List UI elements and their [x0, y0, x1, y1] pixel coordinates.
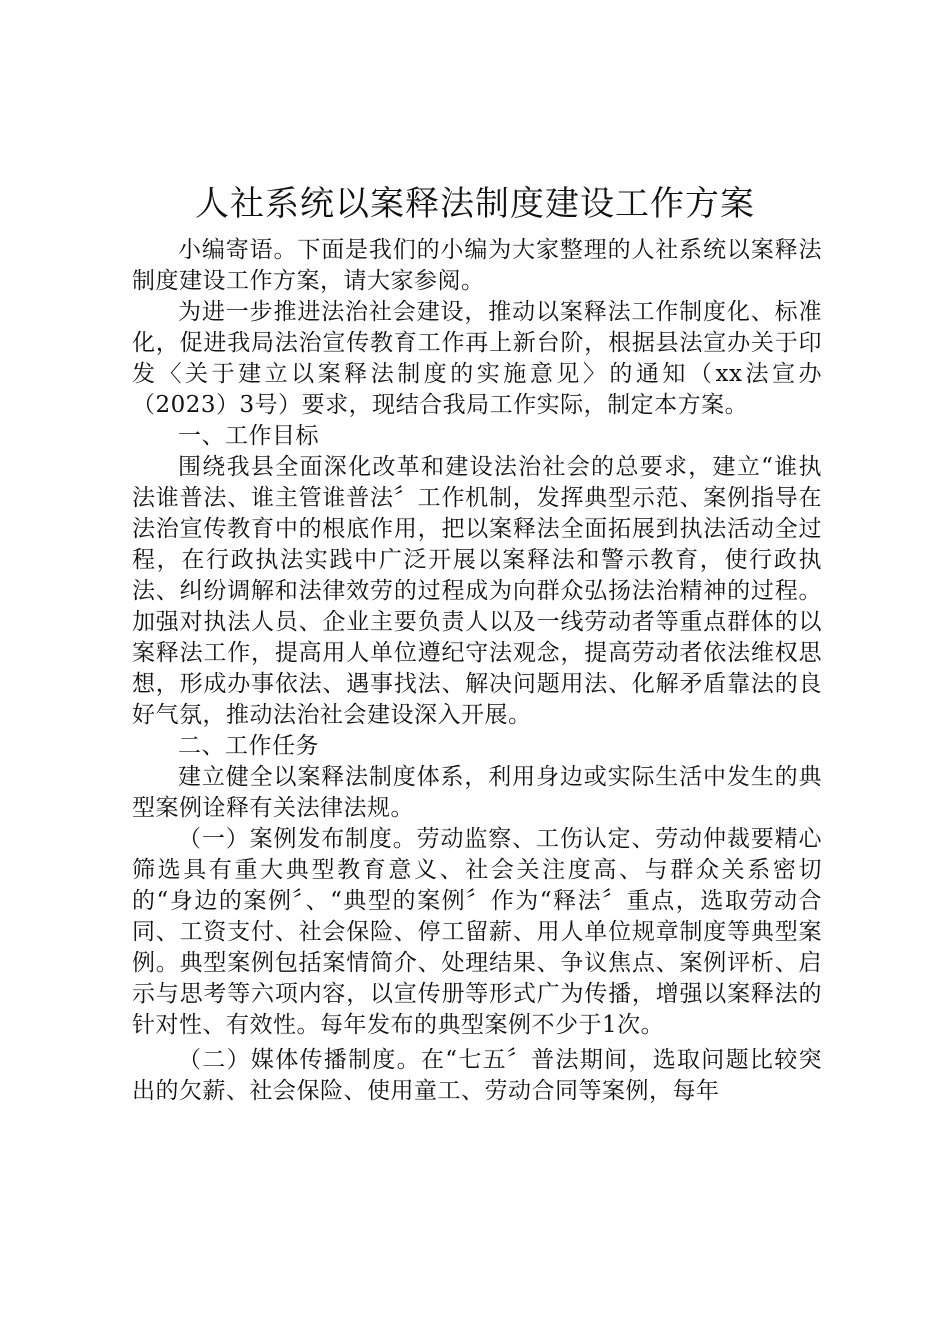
- section-heading-tasks: 二、工作任务: [178, 733, 319, 759]
- goals-paragraph: 围绕我县全面深化改革和建设法治社会的总要求，建立“谁执法谁普法、谁主管谁普法〞工作机制，发挥典型示范、案例指导在法治宣传教育中的根底作用，把以案释法全面拓展到执法活动全过程，在行政执法实践中广泛开展以案释法和警示教育，使行政执法、纠纷调解和法律效劳的过程成为向群众弘扬法治精神的过程。加强对执法人员、企业主要负责人以及一线劳动者等重点群体的以案释法工作，提高用人单位遵纪守法观念，提高劳动者依法维权思想，形成办事依法、遇事找法、解决问题用法、化解矛盾靠法的良好气氛，推动法治社会建设深入开展。: [132, 454, 822, 728]
- intro-paragraph: 小编寄语。下面是我们的小编为大家整理的人社系统以案释法制度建设工作方案，请大家参阅。: [132, 237, 822, 294]
- section-heading-goals: 一、工作目标: [178, 423, 319, 449]
- document-body: [132, 235, 822, 1107]
- document-title: 人社系统以案释法制度建设工作方案: [195, 184, 755, 224]
- media-spread-paragraph: （二）媒体传播制度。在“七五〞普法期间，选取问题比较突出的欠薪、社会保险、使用童工、劳动合同等案例，每年: [132, 1047, 822, 1104]
- tasks-paragraph: 建立健全以案释法制度体系，利用身边或实际生活中发生的典型案例诠释有关法律法规。: [132, 764, 822, 821]
- case-release-paragraph: （一）案例发布制度。劳动监察、工伤认定、劳动仲裁要精心筛选具有重大典型教育意义、社会关注度高、与群众关系密切的“身边的案例〞、“典型的案例〞作为“释法〞重点，选取劳动合同、工资支付、社会保险、停工留薪、用人单位规章制度等典型案例。典型案例包括案情简介、处理结果、争议焦点、案例评析、启示与思考等六项内容，以宣传册等形式广为传播，增强以案释法的针对性、有效性。每年发布的典型案例不少于1次。: [132, 826, 822, 1038]
- preamble-paragraph: 为进一步推进法治社会建设，推动以案释法工作制度化、标准化，促进我局法治宣传教育工作再上新台阶，根据县法宣办关于印发〈关于建立以案释法制度的实施意见〉的通知（xx法宣办（2023）3号）要求，现结合我局工作实际，制定本方案。: [132, 299, 822, 418]
